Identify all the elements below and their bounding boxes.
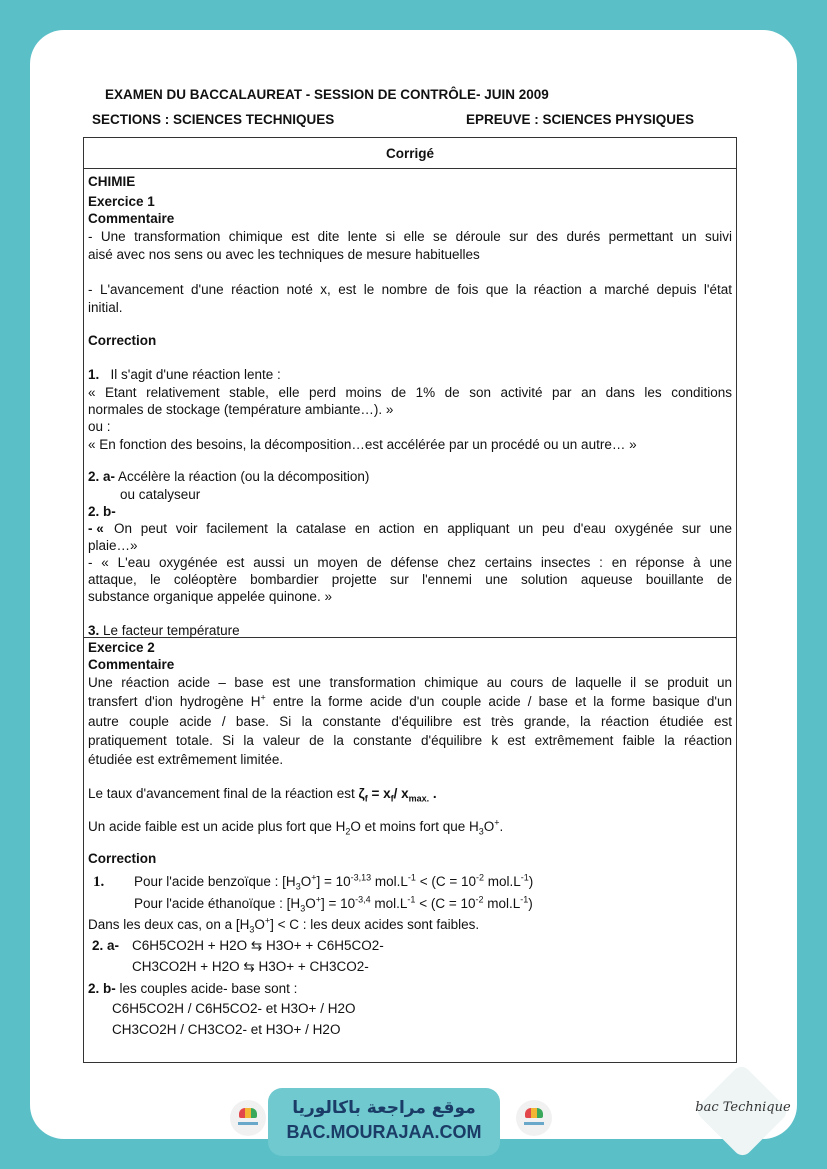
ex2-q1-l2d: mol.L xyxy=(370,896,408,911)
ex2-para-5: étudiée est extrêmement limitée. xyxy=(88,752,284,767)
ex2-q1-l3b: ] < C : les deux acides sont faibles. xyxy=(270,917,480,932)
ex1-q1-num: 1. xyxy=(88,367,100,382)
ex2-q1-l2-sup: + xyxy=(315,894,321,905)
ex2-para-4: pratiquement totale. Si la valeur de la constante d'équilibre k est extrêmement faible la réaction xyxy=(88,733,732,748)
ex2-couple2: CH3CO2H / CH3CO2- et H3O+ / H2O xyxy=(112,1022,341,1037)
bac-technique-stamp xyxy=(684,1068,802,1154)
ex2-q2b-text: les couples acide- base sont : xyxy=(119,981,298,996)
ex1-q2b-line1: On peut voir facilement la catalase en action en appliquant un peu d'eau oxygénée sur une xyxy=(114,521,732,536)
ex1-q2a-line2: ou catalyseur xyxy=(120,487,201,502)
ex2-q1-l1-m2: -2 xyxy=(475,872,484,883)
ex1-q2b-line3: - « L'eau oxygénée est aussi un moyen de défense chez certains insectes : en réponse à une xyxy=(88,555,732,570)
ex2-eq2: CH3CO2H + H2O ⇆ H3O+ + CH3CO2- xyxy=(132,959,369,974)
ex2-q1-l1e: < (C = 10 xyxy=(415,874,476,889)
ex2-faible-a: Un acide faible est un acide plus fort que H xyxy=(88,819,346,834)
ex2-para-2b: entre la forme acide d'un couple acide / base et la forme basique d'un xyxy=(265,694,733,709)
ex1-comment-2b: initial. xyxy=(88,300,123,315)
ex1-q2a-text: Accélère la réaction (ou la décomposition) xyxy=(118,469,370,484)
ex2-faible-c: O xyxy=(483,819,495,834)
ex1-q2b-line2: plaie…» xyxy=(88,538,138,553)
ex1-commentaire: Commentaire xyxy=(88,211,175,226)
ex1-q2b-num: 2. b- xyxy=(88,504,116,519)
ex2-taux-eq: = x xyxy=(367,786,391,801)
ex1-q1 xyxy=(88,366,732,383)
ex2-taux-zeta: ζ xyxy=(358,786,365,801)
ex1-q1-line3: « En fonction des besoins, la décomposition…est accélérée par un procédé ou un autre… » xyxy=(88,437,637,452)
ex2-faible-sup: + xyxy=(494,817,500,828)
ex2-q1-l2-m1: -1 xyxy=(407,894,416,905)
ex2-faible-b: O et moins fort que H xyxy=(350,819,479,834)
banner-site-url[interactable]: BAC.MOURAJAA.COM xyxy=(286,1122,482,1142)
ex2-q1-l2-sub3: 3 xyxy=(300,903,306,914)
ex2-faible-sub2: 2 xyxy=(345,826,351,837)
ex1-q1-line1: « Etant relativement stable, elle perd moins de 1% de son activité par an dans les conditions xyxy=(88,385,732,400)
epreuve-label: EPREUVE : SCIENCES PHYSIQUES xyxy=(466,112,695,127)
ex2-q1-l1a: Pour l'acide benzoïque : [H xyxy=(134,874,296,889)
ex2-taux-text: Le taux d'avancement final de la réaction est xyxy=(88,786,359,801)
ex1-comment-2a: - L'avancement d'une réaction noté x, est le nombre de fois que la réaction a marché depuis l'état xyxy=(88,282,732,297)
ex2-q1-l1-exp: -3,13 xyxy=(350,872,372,883)
ex2-q1-l2-exp: -3,4 xyxy=(355,894,371,905)
ex2-q1-l2c: ] = 10 xyxy=(320,896,356,911)
stamp-text: bac Technique xyxy=(695,1100,791,1115)
ex1-q2b-line1-row xyxy=(88,520,732,537)
ex2-couple1: C6H5CO2H / C6H5CO2- et H3O+ / H2O xyxy=(112,1001,356,1016)
ex2-q1-l3-o: O xyxy=(254,917,265,932)
ex2-q1-l2g: ) xyxy=(528,896,533,911)
ex2-faible-sub3: 3 xyxy=(478,826,484,837)
ex2-q1-line2 xyxy=(134,895,694,912)
ex1-q1-ou: ou : xyxy=(88,419,111,434)
ex1-q2b-line5: substance organique appelée quinone. » xyxy=(88,589,332,604)
box-title: Corrigé xyxy=(84,138,736,169)
banner-arabic-text: موقع مراجعة باكالوريا xyxy=(292,1098,476,1118)
ex2-acide-faible xyxy=(88,818,732,835)
ex1-q3-num: 3. xyxy=(88,623,100,638)
ex2-q1-line1 xyxy=(134,873,694,890)
ex1-q3 xyxy=(88,622,732,639)
ex1-q2a-num: 2. a- xyxy=(88,469,116,484)
ex2-q2b-num: 2. b- xyxy=(88,981,116,996)
ex2-q1-l1b: O xyxy=(300,874,312,889)
ex2-q2a-num: 2. a- xyxy=(92,938,120,953)
ex2-eq1: C6H5CO2H + H2O ⇆ H3O+ + C6H5CO2- xyxy=(132,938,384,953)
ex2-q1-l1d: mol.L xyxy=(371,874,408,889)
ex2-para-2-sup: + xyxy=(260,692,266,703)
ex2-q1-l1-m1b: -1 xyxy=(520,872,529,883)
ex1-comment-1b: aisé avec nos sens ou avec les techniques de mesure habituelles xyxy=(88,247,480,262)
ex1-q1-line2: normales de stockage (température ambiante…). » xyxy=(88,402,394,417)
ex2-q1-l2-m2: -2 xyxy=(475,894,484,905)
ex1-q2b-line4: attaque, le coléoptère bombardier projette sur l'ennemi une solution aqueuse bouillante de xyxy=(88,572,732,587)
ex2-q1-l1-sup: + xyxy=(311,872,317,883)
ex2-para-1: Une réaction acide – base est une transformation chimique au cours de laquelle il se produit un xyxy=(88,675,732,690)
ex2-q1-l1-sub3: 3 xyxy=(295,881,301,892)
ex2-title: Exercice 2 xyxy=(88,640,155,655)
ex2-q1-l2-m1b: -1 xyxy=(520,894,529,905)
left-logo-icon xyxy=(230,1100,266,1136)
ex2-taux xyxy=(88,785,732,802)
ex1-q3-text: Le facteur température xyxy=(103,623,240,638)
chimie-heading: CHIMIE xyxy=(88,174,136,189)
ex2-commentaire: Commentaire xyxy=(88,657,175,672)
ex2-q1-l2f: mol.L xyxy=(483,896,521,911)
right-logo-icon xyxy=(516,1100,552,1136)
ex2-q1-l3-sub3: 3 xyxy=(249,924,255,935)
ex2-correction: Correction xyxy=(88,851,157,866)
ex2-taux-slash: / x xyxy=(393,786,409,801)
ex2-para-2 xyxy=(88,693,732,710)
ex1-correction: Correction xyxy=(88,333,157,348)
site-banner[interactable] xyxy=(268,1088,500,1156)
ex2-q1-line3 xyxy=(88,916,732,933)
ex2-q1-l3a: Dans les deux cas, on a [H xyxy=(88,917,250,932)
ex2-faible-d: . xyxy=(499,819,504,834)
exam-title: EXAMEN DU BACCALAUREAT - SESSION DE CONTRÔLE- JUIN 2009 xyxy=(105,87,549,102)
ex1-title: Exercice 1 xyxy=(88,194,155,209)
ex2-q1-l3-sup: + xyxy=(264,915,271,926)
sections-label: SECTIONS : SCIENCES TECHNIQUES xyxy=(92,112,335,127)
ex2-taux-zeta-sub: f xyxy=(364,793,368,804)
ex2-q1-l2a: Pour l'acide éthanoïque : [H xyxy=(134,896,301,911)
ex2-q1-l1c: ] = 10 xyxy=(316,874,351,889)
ex2-para-2a: transfert d'ion hydrogène H xyxy=(88,694,261,709)
ex2-q1-l1g: ) xyxy=(528,874,534,889)
ex2-q2b-row xyxy=(88,980,732,997)
ex2-q1-number: 1. xyxy=(93,874,105,890)
ex1-q2a xyxy=(88,468,732,485)
ex2-q1-l2b: O xyxy=(305,896,316,911)
ex1-q1-text: Il s'agit d'une réaction lente : xyxy=(110,367,281,382)
ex2-taux-end: . xyxy=(429,786,437,801)
ex2-q1-l1-m1: -1 xyxy=(407,872,416,883)
ex2-taux-max-sub: max. xyxy=(408,793,430,804)
ex2-para-3: autre couple acide / base. Si la constante d'équilibre est très grande, la réaction étudiée est xyxy=(88,714,732,729)
ex2-taux-xf-sub: f xyxy=(390,793,394,804)
ex2-q1-l2e: < (C = 10 xyxy=(415,896,476,911)
ex1-q2b-dash: - « xyxy=(88,521,104,536)
ex2-q1-l1f: mol.L xyxy=(484,874,521,889)
ex1-comment-1a: - Une transformation chimique est dite lente si elle se déroule sur des durés permettant un suivi xyxy=(88,229,732,244)
